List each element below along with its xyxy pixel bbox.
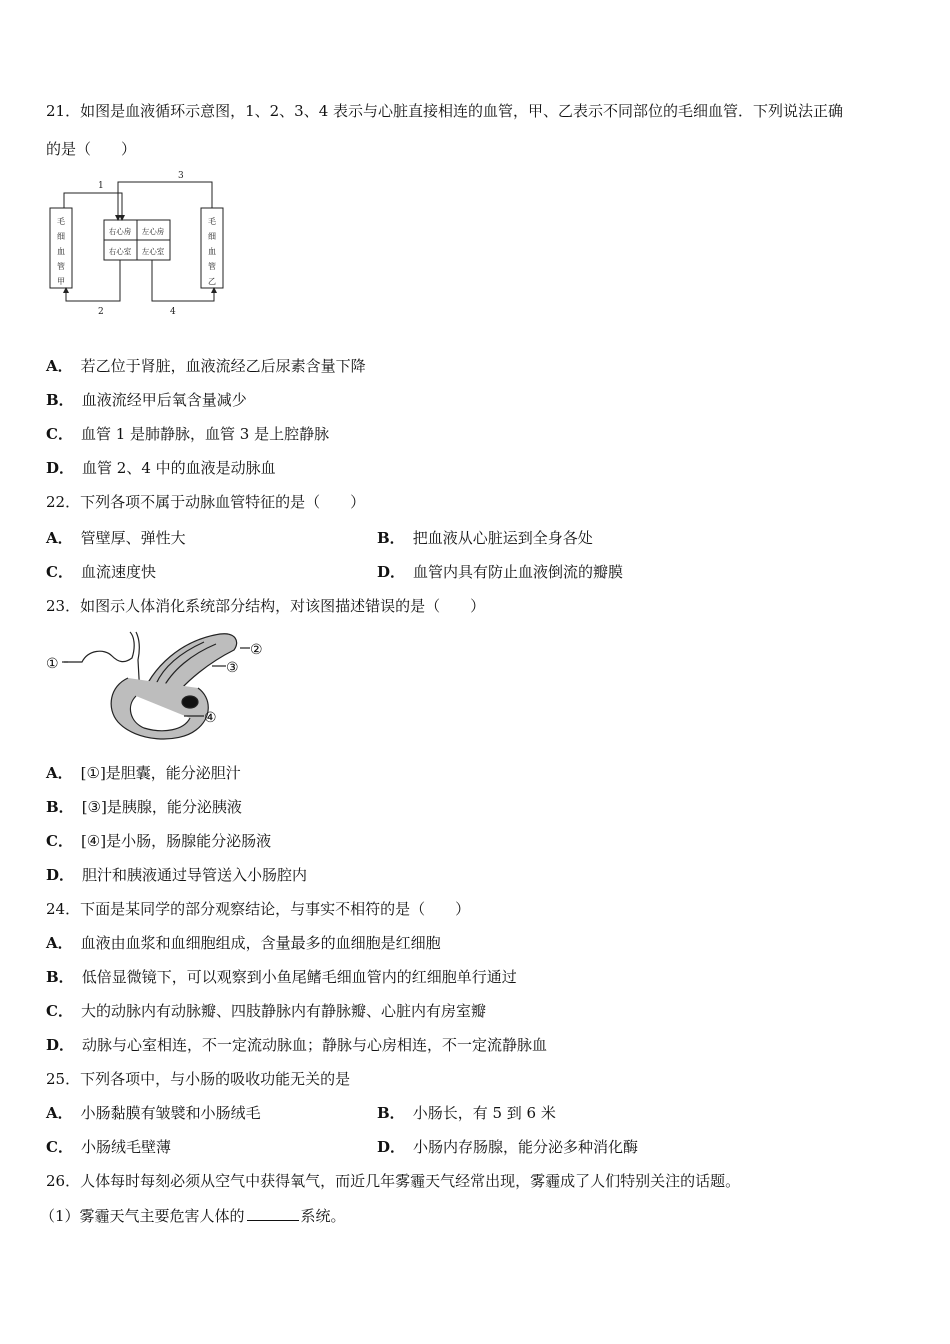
left-ventricle-label: 左心室 — [141, 247, 165, 256]
q24-option-a[interactable]: A． 血液由血浆和血细胞组成，含量最多的血细胞是红细胞 — [46, 934, 441, 952]
svg-text:毛: 毛 — [57, 217, 65, 226]
blood-circulation-diagram — [46, 168, 246, 318]
left-box-text — [57, 217, 65, 286]
q23-option-b[interactable]: B． [③]是胰腺，能分泌胰液 — [46, 798, 242, 816]
q24-option-c[interactable]: C． 大的动脉内有动脉瓣、四肢静脉内有静脉瓣、心脏内有房室瓣 — [46, 1002, 486, 1020]
svg-text:乙: 乙 — [208, 277, 216, 286]
q21-option-c[interactable]: C． 血管 1 是肺静脉，血管 3 是上腔静脉 — [46, 425, 330, 443]
q21-option-d[interactable]: D． 血管 2、4 中的血液是动脉血 — [46, 459, 276, 477]
q22-option-a[interactable]: A． 管壁厚、弹性大 — [46, 529, 186, 547]
gallbladder-duct — [64, 632, 134, 662]
q21-stem-line2: 的是（ ） — [46, 140, 137, 158]
q25-option-d[interactable]: D． 小肠内存肠腺，能分泌多种消化酶 — [377, 1138, 639, 1156]
label-circle-3: ③ — [226, 660, 239, 676]
q22-stem: 22．下列各项不属于动脉血管特征的是（ ） — [46, 493, 366, 511]
q22-option-d[interactable]: D． 血管内具有防止血液倒流的瓣膜 — [377, 563, 624, 581]
vessel-2 — [66, 260, 120, 301]
duodenum-spot — [182, 696, 198, 708]
right-atrium-label: 右心房 — [108, 227, 132, 236]
q25-option-a[interactable]: A． 小肠黏膜有皱襞和小肠绒毛 — [46, 1104, 261, 1122]
vessel-4 — [152, 260, 214, 301]
q23-option-d[interactable]: D． 胆汁和胰液通过导管送入小肠腔内 — [46, 866, 308, 884]
vessel-1 — [64, 193, 122, 218]
vessel-3 — [118, 182, 212, 218]
label-4: 4 — [170, 307, 176, 317]
label-3: 3 — [178, 171, 184, 181]
label-circle-4: ④ — [204, 710, 217, 726]
svg-text:毛: 毛 — [208, 217, 216, 226]
right-box-text — [208, 217, 216, 286]
q26-sub1: （1）雾霾天气主要危害人体的 系统。 — [40, 1207, 346, 1225]
label-circle-2: ② — [250, 642, 263, 658]
svg-text:管: 管 — [57, 262, 65, 271]
svg-text:管: 管 — [208, 262, 216, 271]
q25-option-c[interactable]: C． 小肠绒毛壁薄 — [46, 1138, 171, 1156]
q25-option-b[interactable]: B． 小肠长，有 5 到 6 米 — [377, 1104, 556, 1122]
left-atrium-label: 左心房 — [141, 227, 165, 236]
label-circle-1: ① — [46, 656, 59, 672]
q23-stem: 23．如图示人体消化系统部分结构，对该图描述错误的是（ ） — [46, 597, 486, 615]
svg-text:甲: 甲 — [57, 277, 65, 286]
svg-text:细: 细 — [57, 232, 65, 241]
label-2: 2 — [98, 307, 104, 317]
q23-option-c[interactable]: C． [④]是小肠，肠腺能分泌肠液 — [46, 832, 272, 850]
q26-stem: 26．人体每时每刻必须从空气中获得氧气，而近几年雾霾天气经常出现，雾霾成了人们特别关注的话题。 — [46, 1172, 741, 1190]
digestive-system-diagram — [44, 626, 274, 754]
q25-stem: 25．下列各项中，与小肠的吸收功能无关的是 — [46, 1070, 351, 1088]
q24-option-d[interactable]: D． 动脉与心室相连，不一定流动脉血；静脉与心房相连，不一定流静脉血 — [46, 1036, 548, 1054]
right-ventricle-label: 右心室 — [108, 247, 132, 256]
q26-answer-blank[interactable] — [247, 1206, 299, 1221]
q21-stem-line1: 21．如图是血液循环示意图，1、2、3、4 表示与心脏直接相连的血管，甲、乙表示不同部位的毛细血管．下列说法正确 — [46, 102, 844, 120]
q21-option-a[interactable]: A． 若乙位于肾脏，血液流经乙后尿素含量下降 — [46, 357, 366, 375]
svg-text:血: 血 — [57, 247, 65, 256]
svg-text:血: 血 — [208, 247, 216, 256]
q24-stem: 24．下面是某同学的部分观察结论，与事实不相符的是（ ） — [46, 900, 471, 918]
q24-option-b[interactable]: B． 低倍显微镜下，可以观察到小鱼尾鳍毛细血管内的红细胞单行通过 — [46, 968, 517, 986]
label-1: 1 — [98, 181, 104, 191]
q22-option-c[interactable]: C． 血流速度快 — [46, 563, 156, 581]
q21-option-b[interactable]: B． 血液流经甲后氧含量减少 — [46, 391, 247, 409]
svg-text:细: 细 — [208, 232, 216, 241]
q22-option-b[interactable]: B． 把血液从心脏运到全身各处 — [377, 529, 593, 547]
q23-option-a[interactable]: A． [①]是胆囊，能分泌胆汁 — [46, 764, 241, 782]
